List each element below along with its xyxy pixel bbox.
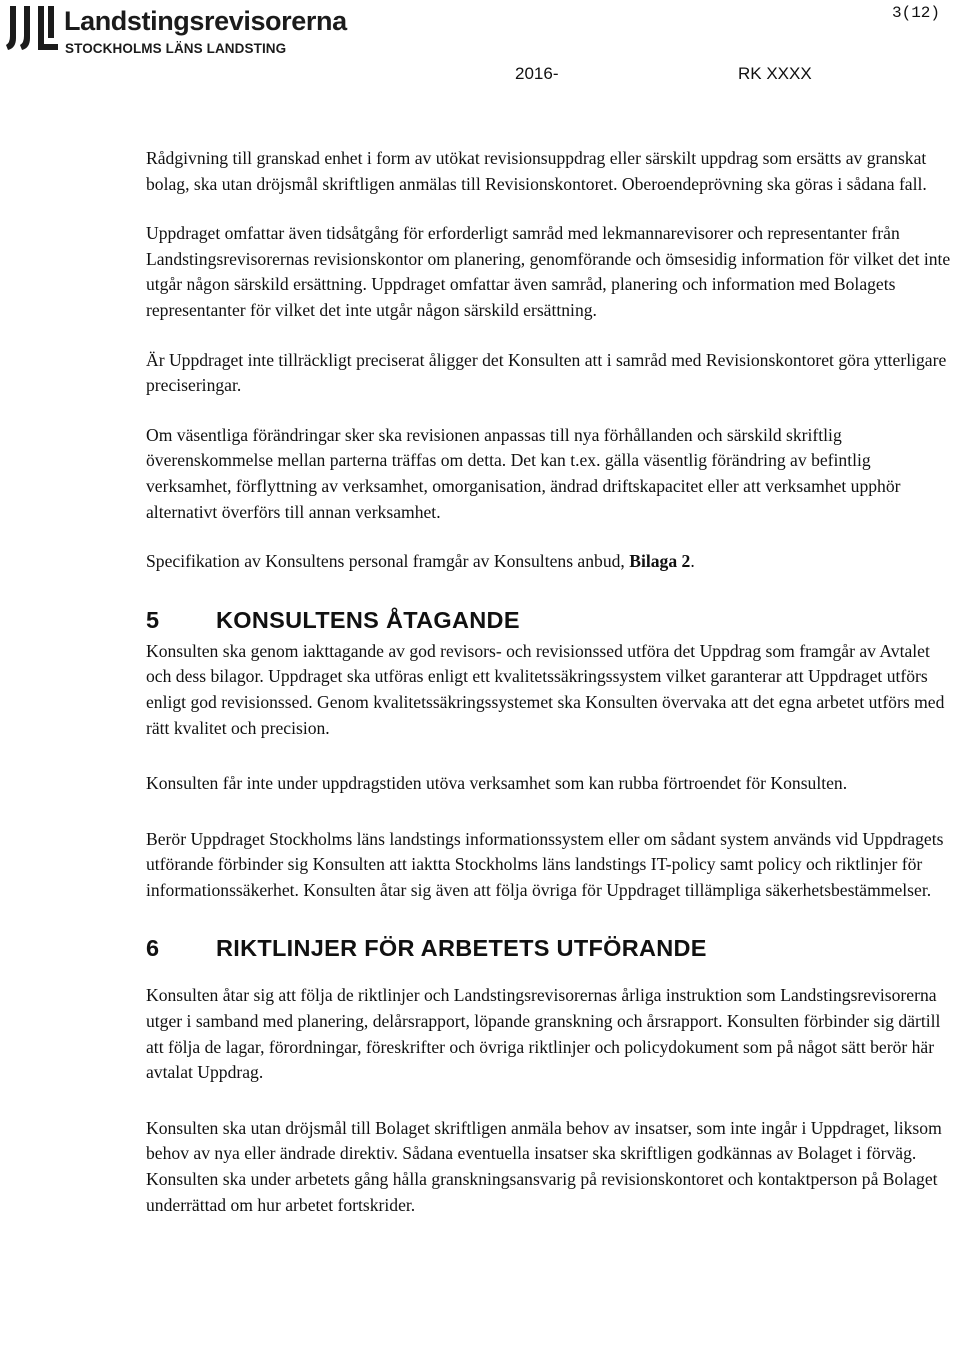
document-reference: RK XXXX	[738, 64, 812, 83]
document-body	[146, 146, 958, 1242]
org-name: Landstingsrevisorerna	[64, 6, 347, 36]
org-subtitle: STOCKHOLMS LÄNS LANDSTING	[65, 41, 287, 56]
section-title: KONSULTENS ÅTAGANDE	[216, 606, 520, 633]
document-date: 2016-	[515, 64, 559, 83]
section-heading-5	[146, 605, 958, 635]
paragraph	[146, 549, 958, 575]
paragraph: Är Uppdraget inte tillräckligt preciserat åligger det Konsulten att i samråd med Revisionskontoret göra ytterligare preciseringar.	[146, 349, 947, 396]
paragraph: Uppdraget omfattar även tidsåtgång för erforderligt samråd med lekmannarevisorer och representanter från Landstingsrevisorernas revisionskontor om planering, genomförande och ömsesidig information för vilket det inte utgår någon särskild ersättning. Uppdraget omfattar även samråd, planering och information med Bolagets representanter för vilket det inte utgår någon särskild ersättning.	[146, 223, 951, 320]
paragraph: Konsulten ska utan dröjsmål till Bolaget skriftligen anmäla behov av insatser, som inte ingår i Uppdraget, liksom behov av nya eller ändrade direktiv. Sådana eventuella insatser ska skriftligen godkännas av Bolaget i förväg. Konsulten ska under arbetets gång hålla granskningsansvarig på revisionskontoret och kontaktperson på Bolaget underrättad om hur arbetet fortskrider.	[146, 1117, 942, 1215]
landsting-logo-icon	[4, 4, 60, 54]
paragraph: Om väsentliga förändringar sker ska revisionen anpassas till nya förhållanden och särskild skriftlig överenskommelse mellan parterna träffas om detta. Det kan t.ex. gälla väsentlig förändring av befintlig verksamhet, förflyttning av verksamhet, omorganisation, ändrad driftskapacitet eller att verksamhet upphör alternativt överförs till annan verksamhet.	[146, 424, 901, 522]
paragraph-text: Specifikation av Konsultens personal framgår av Konsultens anbud,	[146, 551, 630, 572]
paragraph: Berör Uppdraget Stockholms läns landstings informationssystem eller om sådant system används vid Uppdragets utförande förbinder sig Konsulten att iaktta Stockholms läns landstings IT-policy samt policy och riktlinjer för informationssäkerhet. Konsulten åtar sig även att följa övriga för Uppdraget tillämpliga säkerhetsbestämmelser.	[146, 828, 944, 900]
section-number: 6	[146, 935, 160, 962]
paragraph-end: .	[690, 551, 695, 572]
paragraph: Konsulten åtar sig att följa de riktlinjer och Landstingsrevisorernas årliga instruktion som Landstingsrevisorerna utger i samband med planering, delårsrapport, löpande granskning och årsrapport. Konsulten förbinder sig därtill att följa de lagar, förordningar, föreskrifter och övriga riktlinjer och policydokument som på något sätt berör här avtalat Uppdrag.	[146, 985, 941, 1083]
attachment-reference: Bilaga 2	[629, 551, 691, 572]
section-number: 5	[146, 606, 160, 633]
section-heading-6	[146, 933, 958, 963]
paragraph: Rådgivning till granskad enhet i form av utökat revisionsuppdrag eller särskilt uppdrag som ersätts av granskat bolag, ska utan dröjsmål skriftligen anmälas till Revisionskontoret. Oberoendeprövning ska göras i sådana fall.	[146, 148, 927, 194]
org-logo	[4, 4, 404, 56]
page-number: 3(12)	[891, 4, 940, 22]
section-title: RIKTLINJER FÖR ARBETETS UTFÖRANDE	[216, 935, 707, 962]
paragraph: Konsulten får inte under uppdragstiden utöva verksamhet som kan rubba förtroendet för Konsulten.	[146, 773, 848, 794]
paragraph: Konsulten ska genom iakttagande av god revisors- och revisionssed utföra det Uppdrag som framgår av Avtalet och dess bilagor. Uppdraget ska utföras enligt ett kvalitetssäkringssystem vilket garanterar att Uppdraget utförs enligt god revisionssed. Genom kvalitetssäkringssystemet ska Konsulten övervaka att det egna arbetet utförs med rätt kvalitet och precision.	[146, 640, 945, 738]
